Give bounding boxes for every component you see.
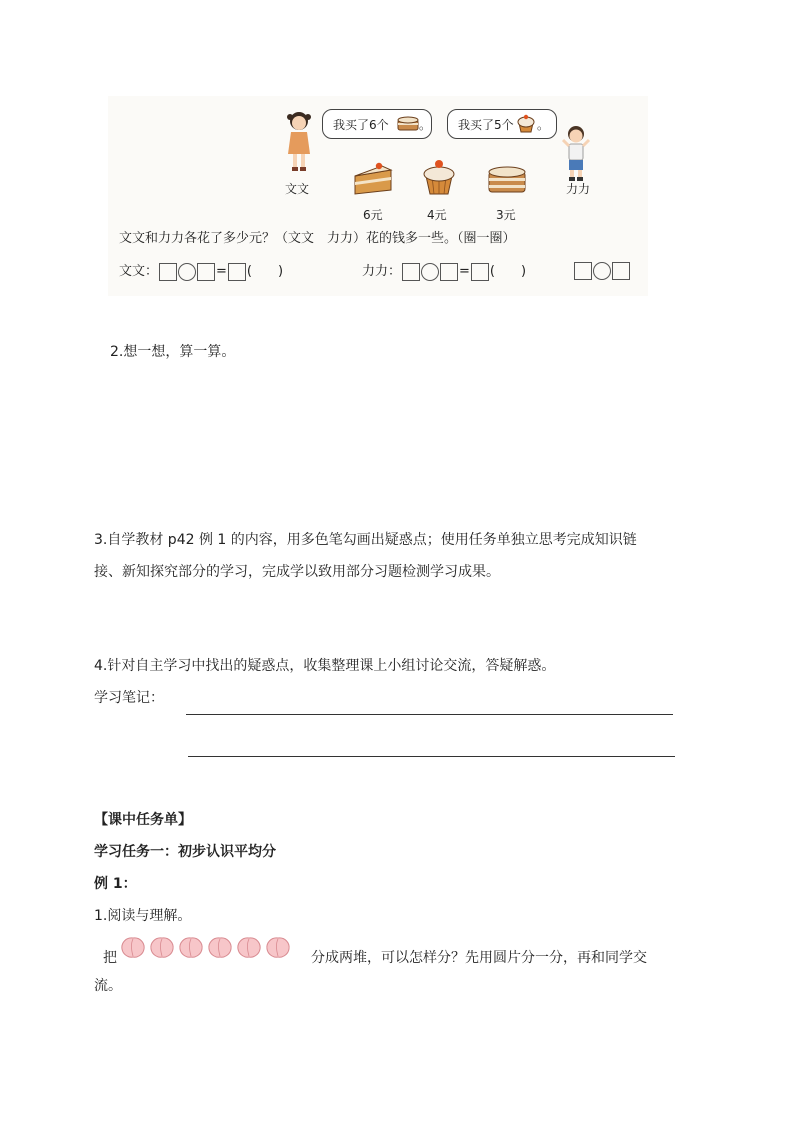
equation-wenwen	[119, 262, 283, 282]
compare-circle[interactable]	[593, 262, 611, 280]
lili-eq-label: 力力：	[362, 264, 402, 279]
peach-icon	[149, 935, 175, 959]
peach-icon	[178, 935, 204, 959]
instruction-line2: 流。	[94, 978, 122, 994]
notes-line[interactable]	[188, 756, 675, 757]
price-slice-cake: 6元	[363, 208, 383, 222]
price-cupcake: 4元	[427, 208, 447, 222]
mini-cake-icon	[397, 116, 419, 132]
mini-cupcake-icon	[515, 113, 537, 133]
peach-row	[120, 935, 291, 959]
step-1: 1.阅读与理解。	[94, 908, 192, 924]
peach-icon	[236, 935, 262, 959]
example-label: 例 1：	[94, 876, 137, 892]
ba-char: 把	[103, 950, 117, 966]
boy-lili-figure	[560, 124, 592, 182]
cupcake-icon	[421, 158, 457, 196]
girl-wenwen-figure	[283, 110, 315, 172]
answer-box[interactable]	[228, 263, 246, 281]
answer-box[interactable]	[471, 263, 489, 281]
unit-paren[interactable]: ( )	[246, 264, 284, 279]
comparison-row	[574, 262, 630, 280]
equal-sign: =	[459, 264, 470, 279]
item-4: 4.针对自主学习中找出的疑惑点，收集整理课上小组讨论交流，答疑解惑。	[94, 658, 556, 674]
task1-title: 学习任务一：初步认识平均分	[94, 844, 276, 860]
equation-lili	[362, 262, 526, 282]
unit-paren[interactable]: ( )	[489, 264, 527, 279]
peach-icon	[120, 935, 146, 959]
round-cake-icon	[486, 164, 528, 196]
item-3-line1: 3.自学教材 p42 例 1 的内容，用多色笔勾画出疑惑点；使用任务单独立思考完成知识链	[94, 532, 637, 548]
notes-line[interactable]	[186, 714, 673, 715]
peach-icon	[207, 935, 233, 959]
peach-icon	[265, 935, 291, 959]
notes-label: 学习笔记：	[94, 690, 164, 706]
illustration-question: 文文和力力各花了多少元？（文文 力力）花的钱多一些。（圈一圈）	[119, 231, 516, 246]
speech-lili-text: 我买了5个	[458, 118, 514, 132]
price-round-cake: 3元	[496, 208, 516, 222]
section-title: 【课中任务单】	[94, 812, 192, 828]
item-2: 2.想一想，算一算。	[110, 344, 236, 360]
name-lili: 力力	[566, 182, 591, 196]
operator-circle[interactable]	[421, 263, 439, 281]
answer-box[interactable]	[612, 262, 630, 280]
answer-box[interactable]	[197, 263, 215, 281]
operator-circle[interactable]	[178, 263, 196, 281]
cake-slice-icon	[352, 162, 394, 196]
equal-sign: =	[216, 264, 227, 279]
answer-box[interactable]	[159, 263, 177, 281]
answer-box[interactable]	[440, 263, 458, 281]
wenwen-eq-label: 文文：	[119, 264, 159, 279]
answer-box[interactable]	[402, 263, 420, 281]
instruction-line1: 分成两堆，可以怎样分？先用圆片分一分，再和同学交	[311, 950, 647, 966]
item-3-line2: 接、新知探究部分的学习，完成学以致用部分习题检测学习成果。	[94, 564, 500, 580]
speech-wenwen-end: 。	[419, 118, 432, 132]
speech-wenwen-text: 我买了6个	[333, 118, 389, 132]
speech-lili-end: 。	[537, 118, 550, 132]
answer-box[interactable]	[574, 262, 592, 280]
name-wenwen: 文文	[285, 182, 310, 196]
